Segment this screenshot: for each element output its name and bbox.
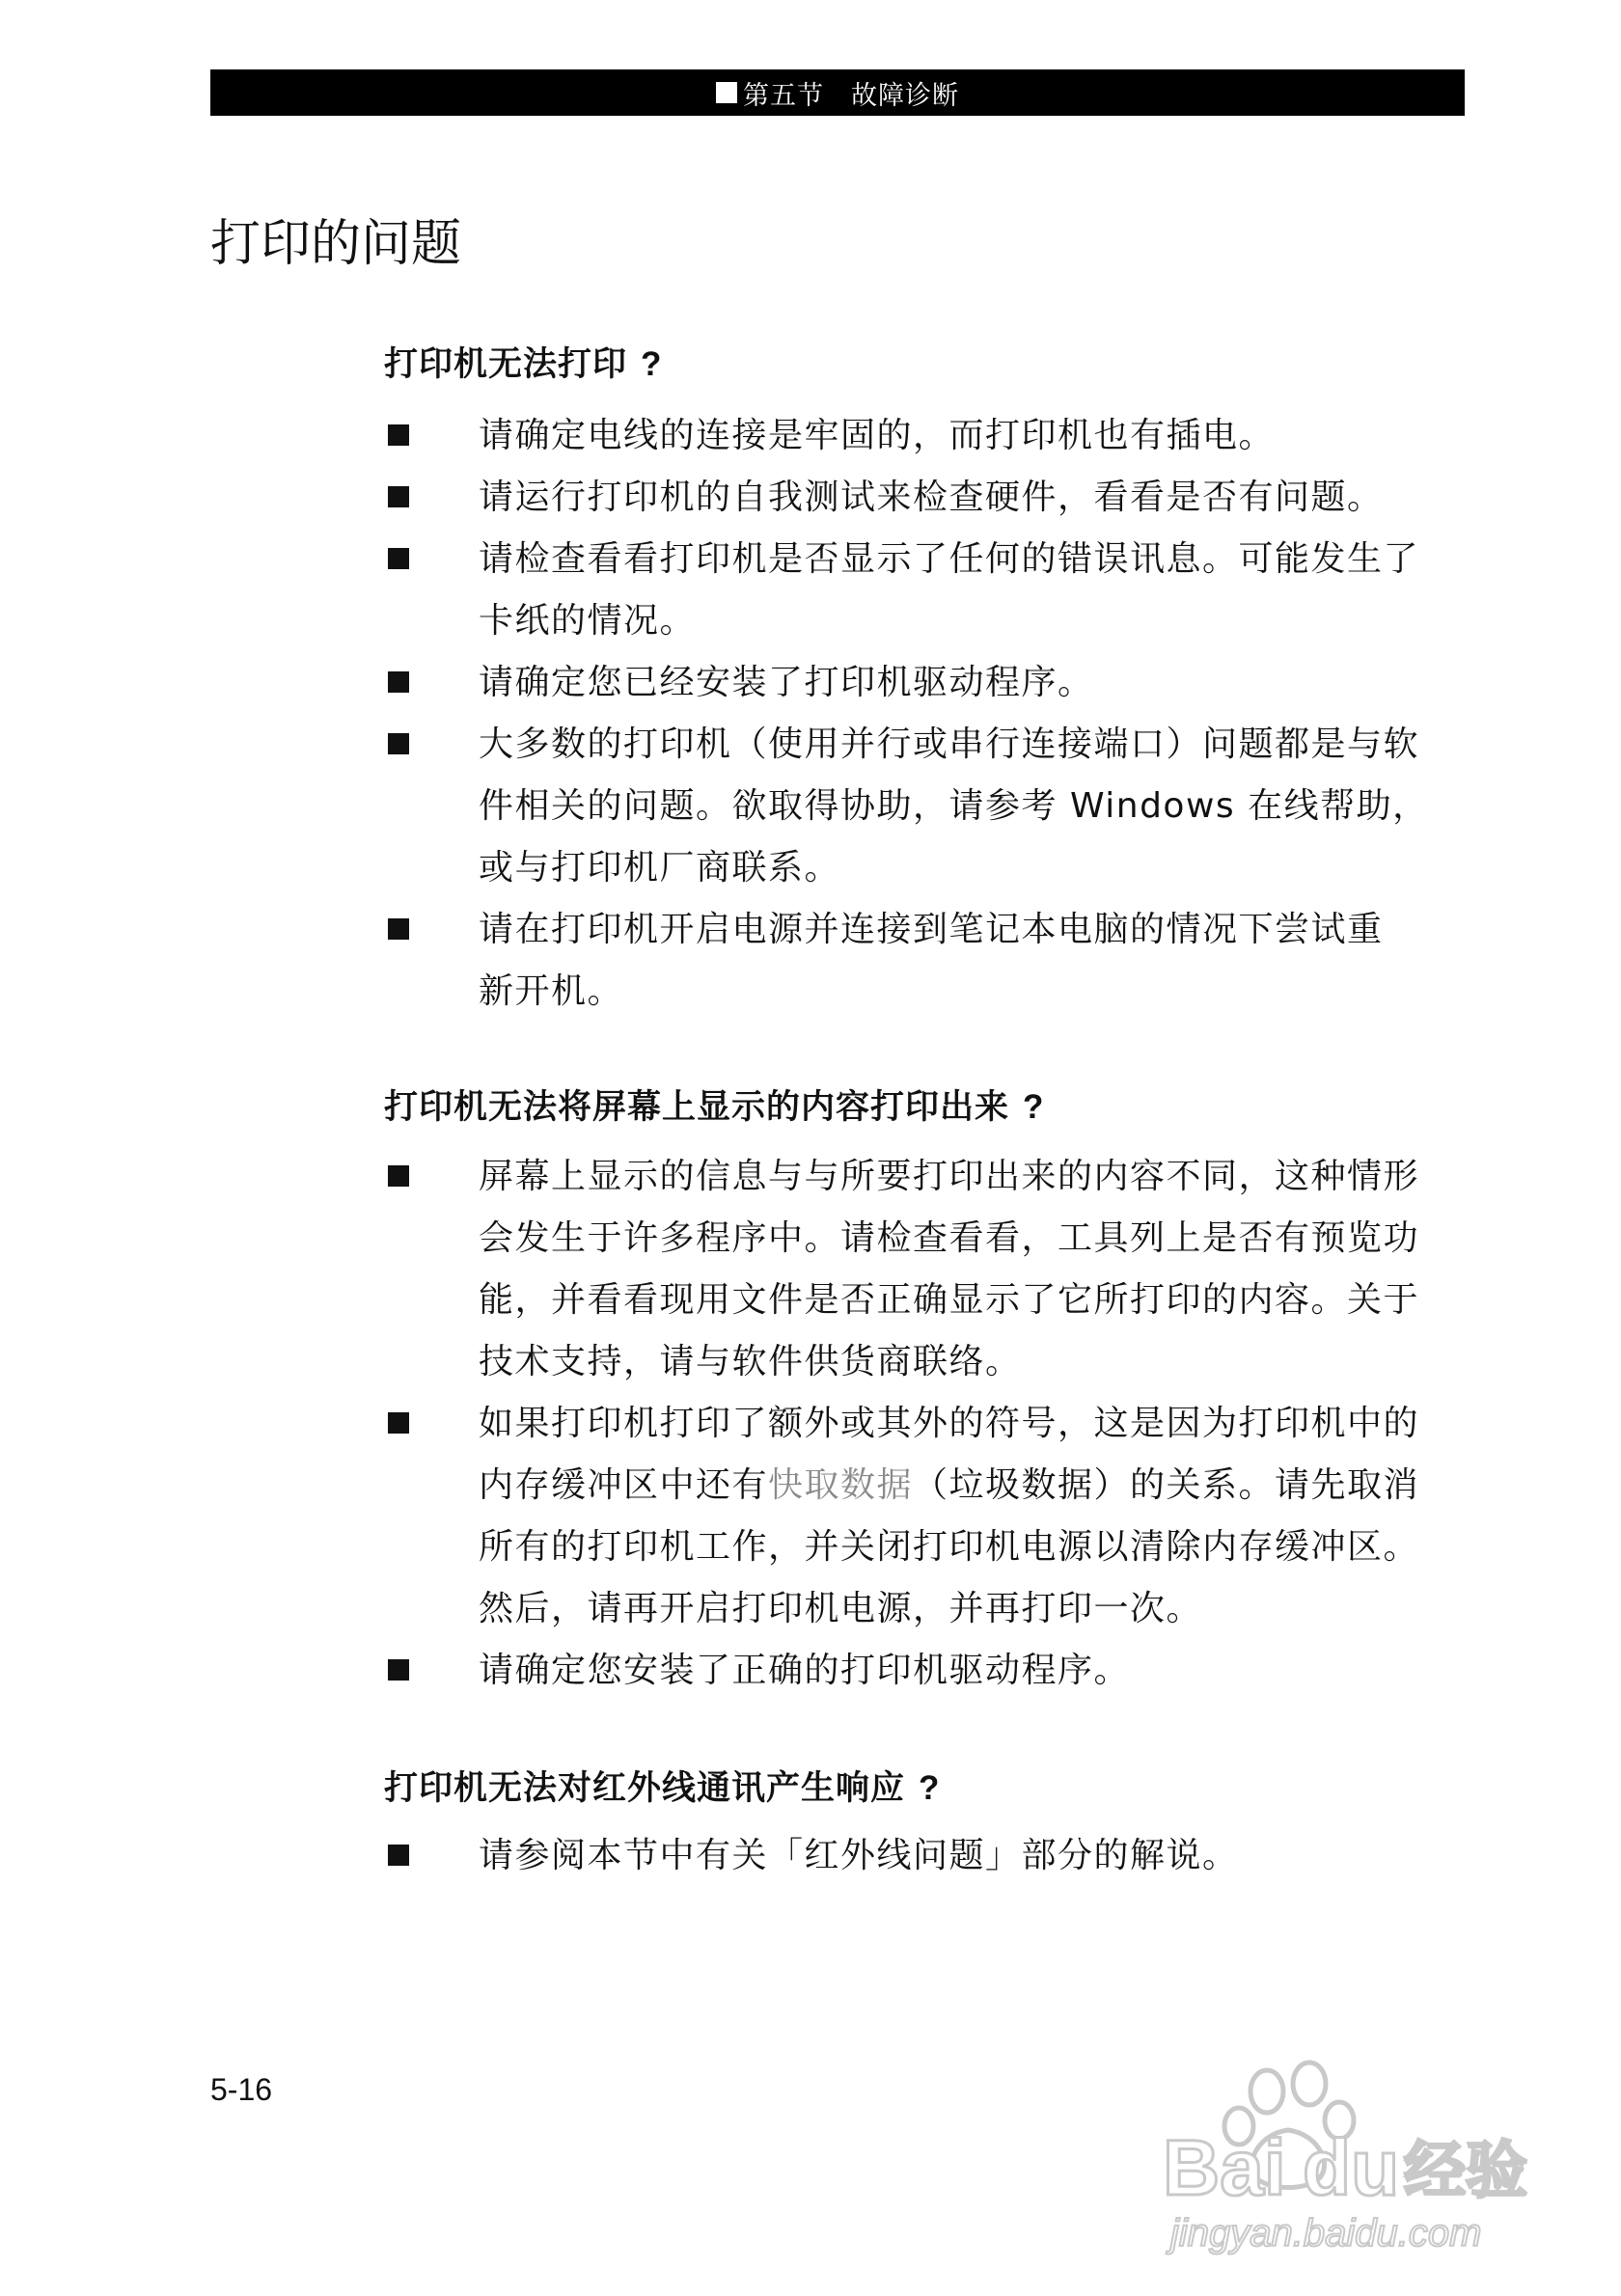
section-printer-cannot-print [384,336,1474,1023]
watermark-brand-du: du [1303,2124,1400,2212]
baidu-jingyan-watermark [1143,2045,1549,2262]
list-item [384,1640,1474,1702]
bullet-list [384,1146,1474,1702]
list-item [384,899,1474,1023]
list-item-text: 大多数的打印机（使用并行或串行连接端口）问题都是与软 件相关的问题。欲取得协助，请参考 Windows 在线帮助， 或与打印机厂商联系。 [479,724,1429,888]
chapter-header [716,74,959,112]
section-heading-qmark: ? [1023,1088,1045,1126]
list-item-text: 请确定电线的连接是牢固的，而打印机也有插电。 [479,416,1276,455]
page-title: 打印的问题 [210,215,462,273]
section-heading [384,336,1474,394]
list-item-text: 屏幕上显示的信息与与所要打印出来的内容不同，这种情形 会发生于许多程序中。请检查看看，工具列上是否有预览功 能，并看看现用文件是否正确显示了它所打印的内容。关于 技术支持，请与软件供货商联络。 [479,1157,1420,1381]
list-item-text-after: （垃圾数据）的关系。请先取消 所有的打印机工作，并关闭打印机电源以清除内存缓冲区。 然后，请再开启打印机电源，并再打印一次。 [479,1465,1420,1628]
chapter-header-bar [210,69,1465,116]
square-bullet-icon [388,548,409,569]
list-item [384,652,1474,714]
square-bullet-icon [388,1165,409,1187]
list-item [384,1146,1474,1393]
list-item-text: 请确定您已经安装了打印机驱动程序。 [479,663,1094,702]
square-bullet-icon [388,1845,409,1866]
list-item [384,405,1474,467]
section-heading-text: 打印机无法打印 [384,344,628,384]
section-heading [384,1079,1474,1136]
square-bullet-icon [388,1659,409,1681]
section-heading [384,1760,1474,1818]
bullet-list [384,1825,1474,1887]
list-item-text: 请参阅本节中有关「红外线问题」部分的解说。 [479,1836,1239,1875]
watermark-url: jingyan.baidu.com [1170,2212,1482,2255]
watermark-brand-suffix: 经验 [1404,2136,1527,2207]
list-item-text: 请检查看看打印机是否显示了任何的错误讯息。可能发生了 卡纸的情况。 [479,539,1420,641]
chapter-header-title: 第五节 故障诊断 [743,80,959,111]
list-item [384,1825,1474,1887]
section-heading-qmark: ? [641,345,663,383]
square-bullet-icon [388,671,409,693]
list-item-text: 请在打印机开启电源并连接到笔记本电脑的情况下尝试重 新开机。 [479,910,1384,1011]
section-heading-qmark: ? [919,1769,941,1807]
watermark-brand: Bai [1163,2124,1286,2212]
list-item-text-before: 如果打印机打印了额外或其外的符号，这是因为打印机中的 内存缓冲区中还有 [479,1404,1420,1505]
section-heading-text: 打印机无法对红外线通讯产生响应 [384,1768,906,1808]
list-item [384,467,1474,529]
page-number: 5-16 [210,2072,273,2107]
list-item-highlight: 快取数据 [768,1465,914,1505]
square-bullet-icon [388,918,409,940]
square-bullet-icon [388,424,409,446]
section-printer-infrared [384,1760,1474,1887]
list-item [384,529,1474,652]
section-printer-cannot-print-screen [384,1079,1474,1702]
section-heading-text: 打印机无法将屏幕上显示的内容打印出来 [384,1087,1010,1127]
square-bullet-icon [388,486,409,507]
list-item-text: 请运行打印机的自我测试来检查硬件，看看是否有问题。 [479,478,1384,517]
header-square-icon [716,82,737,103]
list-item [384,714,1474,899]
bullet-list [384,405,1474,1023]
square-bullet-icon [388,733,409,754]
list-item [384,1393,1474,1640]
list-item-text: 请确定您安装了正确的打印机驱动程序。 [479,1651,1131,1690]
square-bullet-icon [388,1412,409,1434]
